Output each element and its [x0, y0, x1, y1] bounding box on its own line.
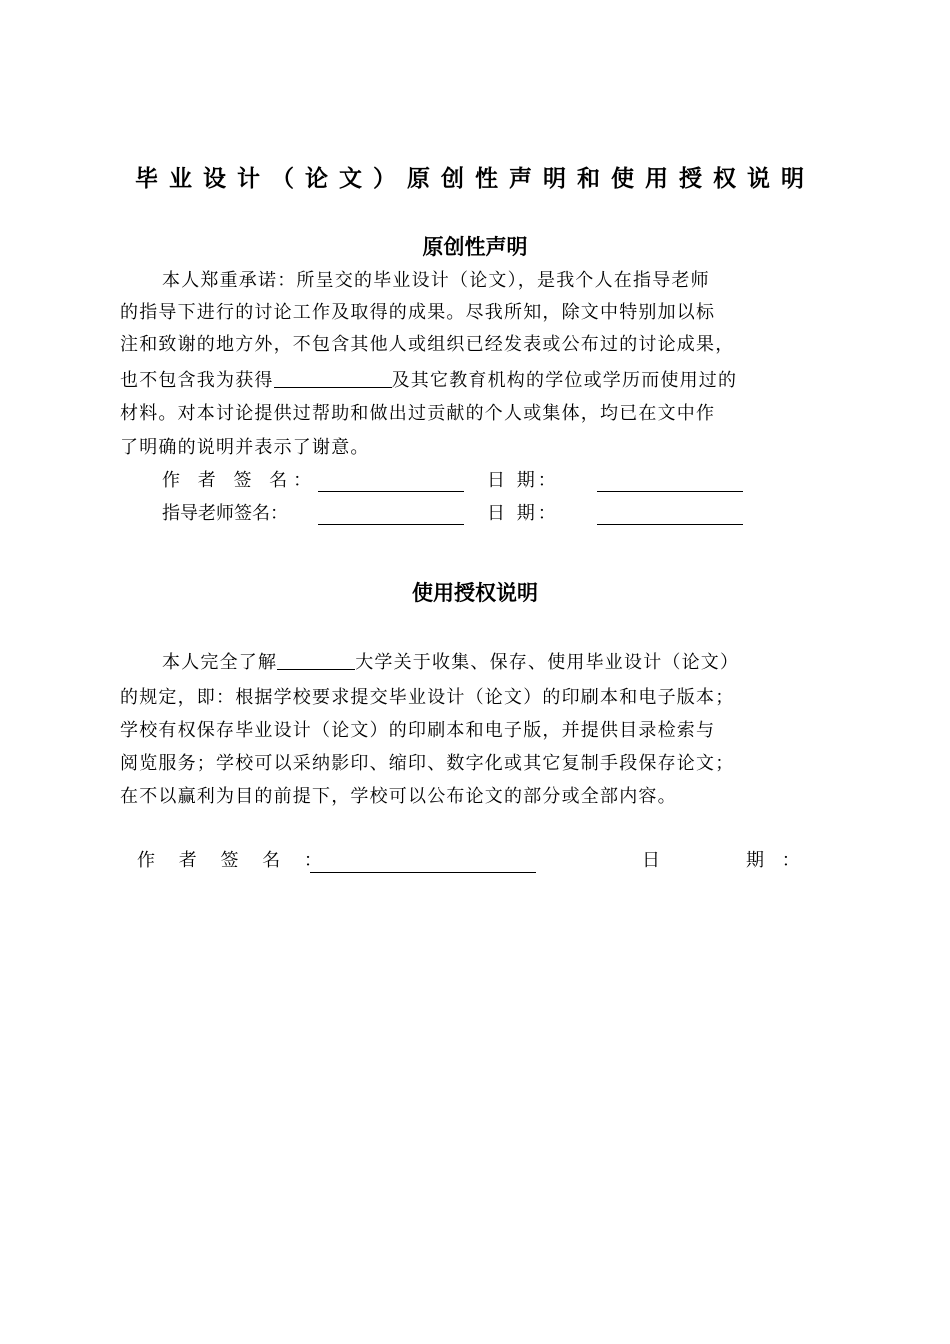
- originality-heading: 原创性声明: [422, 235, 528, 259]
- originality-line-5: 材料。对本讨论提供过帮助和做出过贡献的个人或集体，均已在文中作: [120, 403, 716, 424]
- advisor-signature-field[interactable]: [318, 523, 464, 525]
- authorization-line-3: 学校有权保存毕业设计（论文）的印刷本和电子版，并提供目录检索与: [120, 720, 716, 741]
- authorization-line-1-end: 大学关于收集、保存、使用毕业设计（论文）: [355, 652, 740, 673]
- author-date-label: 日 期：: [487, 470, 559, 491]
- author-signature-field[interactable]: [318, 490, 464, 492]
- author-signature-label: 作 者 签 名：: [162, 470, 318, 491]
- originality-line-3: 注和致谢的地方外，不包含其他人或组织已经发表或公布过的讨论成果，: [120, 334, 735, 355]
- authorization-heading: 使用授权说明: [412, 581, 538, 605]
- page-title: 毕业设计（论文）原创性声明和使用授权说明: [135, 166, 815, 192]
- originality-line-6: 了明确的说明并表示了谢意。: [120, 437, 370, 458]
- originality-line-4: [120, 365, 737, 397]
- authorization-line-1-start: 本人完全了解: [162, 652, 278, 673]
- originality-line-1: 本人郑重承诺：所呈交的毕业设计（论文），是我个人在指导老师: [162, 270, 710, 291]
- authorization-line-1: [162, 647, 739, 679]
- author-date-field[interactable]: [597, 490, 743, 492]
- authorization-date-label-b: 期 ：: [746, 850, 806, 871]
- advisor-date-label: 日 期：: [487, 503, 559, 524]
- authorization-date-label-a: 日: [642, 850, 660, 871]
- originality-line-4-start: 也不包含我为获得: [120, 370, 274, 391]
- authorization-line-2: 的规定，即：根据学校要求提交毕业设计（论文）的印刷本和电子版本；: [120, 687, 735, 708]
- originality-line-4-end: 及其它教育机构的学位或学历而使用过的: [391, 370, 738, 391]
- originality-line-2: 的指导下进行的讨论工作及取得的成果。尽我所知，除文中特别加以标: [120, 302, 716, 323]
- advisor-signature-label: 指导老师签名：: [162, 503, 288, 524]
- authorization-author-label: 作 者 签 名 ：: [137, 850, 331, 871]
- advisor-date-field[interactable]: [597, 523, 743, 525]
- authorization-line-5: 在不以赢利为目的前提下，学校可以公布论文的部分或全部内容。: [120, 786, 677, 807]
- university-blank[interactable]: [277, 649, 355, 670]
- degree-blank[interactable]: [274, 367, 392, 388]
- authorization-author-field[interactable]: [310, 871, 536, 873]
- authorization-line-4: 阅览服务；学校可以采纳影印、缩印、数字化或其它复制手段保存论文；: [120, 753, 735, 774]
